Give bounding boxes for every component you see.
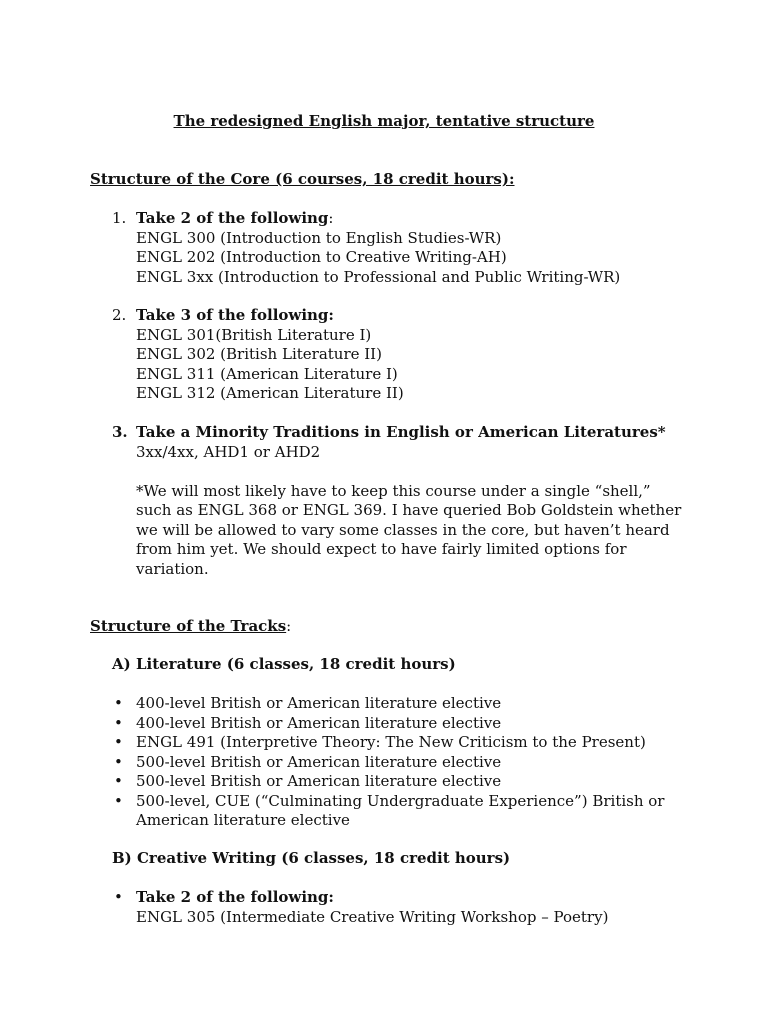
track-creative-writing-label: B) Creative Writing (6 classes, 18 credit hours) [112,849,511,867]
core-item-3 [112,423,692,579]
core-item-2-lead: Take 3 of the following: [136,306,334,324]
core-note: *We will most likely have to keep this course under a single “shell,” such as ENGL 368 or ENGL 369. I have queried Bob Goldstein whether we will be allowed to vary some classes in the core, but haven’t heard from him yet. We should expect to have fairly limited options for variation. [136,481,682,578]
bullet-icon: • [114,772,123,790]
bullet-icon: • [114,752,123,771]
bullet-icon: • [114,888,123,906]
document-title: The redesigned English major, tentative structure [173,112,595,130]
core-item-3-lead: Take a Minority Traditions in English or American Literatures* [136,423,666,441]
course-line: ENGL 3xx (Introduction to Professional and Public Writing-WR) [136,267,621,286]
core-item-1 [112,209,692,287]
bullet-icon: • [114,694,123,712]
list-item [112,888,692,927]
course-line: ENGL 301(British Literature I) [136,325,372,344]
list-item: • 500-level, CUE (“Culminating Undergraduate Experience”) British or American literature elective [114,791,665,829]
core-item-2 [112,306,692,404]
course-line: ENGL 312 (American Literature II) [136,384,404,402]
bullet-icon: • [114,791,123,810]
list-number: 2. [112,306,127,324]
core-heading: Structure of the Core (6 courses, 18 credit hours): [90,170,515,188]
list-number: 1. [112,209,127,227]
tracks-heading-tail: : [286,617,292,635]
list-item: • 500-level British or American literature elective [114,772,502,790]
tracks-heading [90,617,291,637]
bullet-icon: • [114,733,123,751]
course-line: ENGL 202 (Introduction to Creative Writing-AH) [136,248,507,266]
core-item-1-lead: Take 2 of the following [136,209,329,227]
course-line: ENGL 302 (British Literature II) [136,345,382,363]
list-item: • ENGL 491 (Interpretive Theory: The New Criticism to the Present) [114,733,646,751]
creative-writing-lead: Take 2 of the following: [136,888,334,906]
tracks-heading-text: Structure of the Tracks [90,617,287,635]
track-literature-label: A) Literature (6 classes, 18 credit hours) [112,655,456,673]
creative-writing-bullets [112,888,692,927]
list-item: • 500-level British or American literature elective [114,752,502,771]
course-line: ENGL 305 (Intermediate Creative Writing Workshop – Poetry) [136,907,609,926]
list-item: • 400-level British or American literature elective [114,694,502,712]
bullet-icon: • [114,713,123,732]
list-number: 3. [112,423,128,441]
course-line: ENGL 311 (American Literature I) [136,364,398,383]
list-item: • 400-level British or American literature elective [114,713,502,732]
core-item-1-lead-tail: : [328,209,334,227]
course-line: ENGL 300 (Introduction to English Studies-WR) [136,228,502,247]
literature-bullets [112,694,692,831]
course-line: 3xx/4xx, AHD1 or AHD2 [136,442,321,461]
